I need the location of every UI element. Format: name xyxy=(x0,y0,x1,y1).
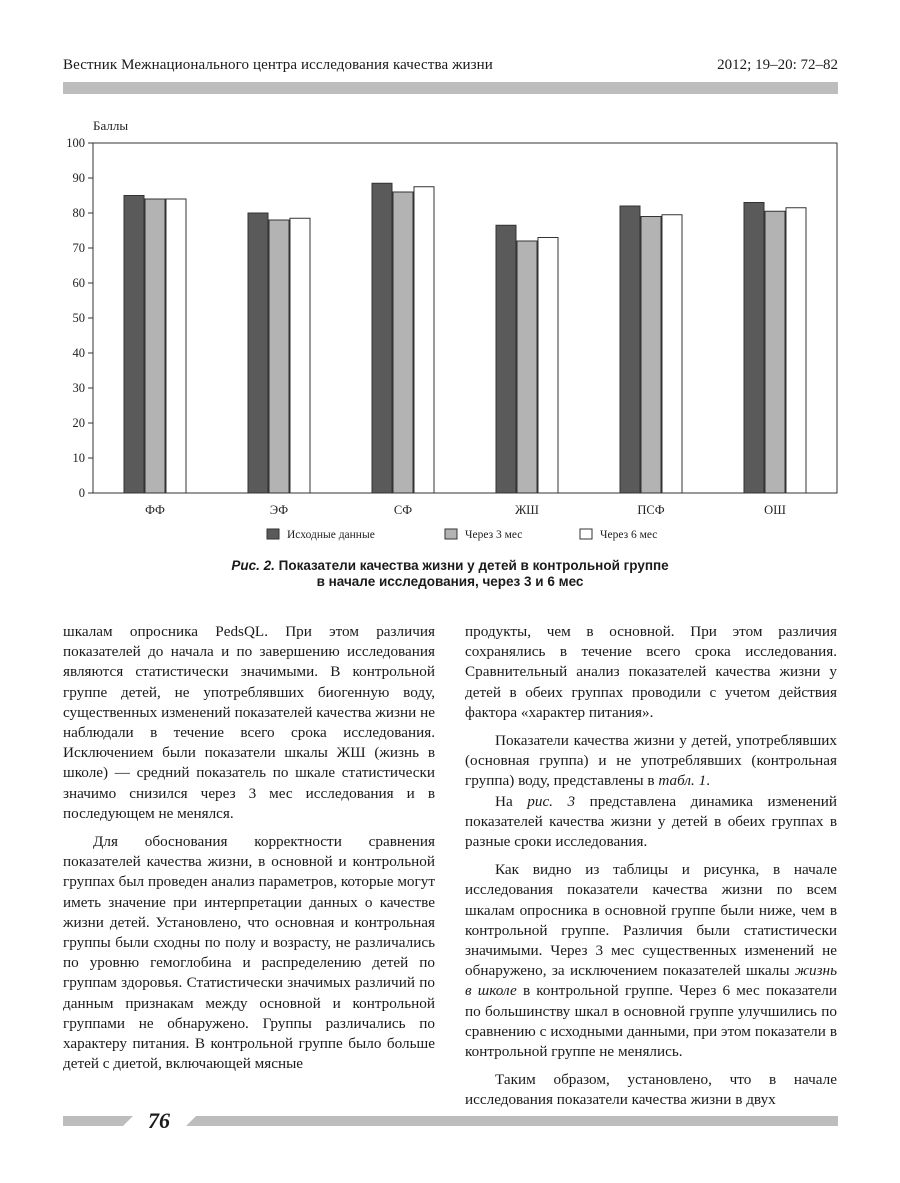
y-tick-label: 100 xyxy=(66,136,85,150)
bar-chart xyxy=(55,118,855,558)
paragraph-text: Как видно из таблицы и рисунка, в начале исследования показатели качества жизни по всем шкалам опросника в основной группе были ниже, чем в контрольной группе. Различия были статистически значимыми. Через 3 мес существенных изменений не обнаружено, за исключением показателей шкалы xyxy=(465,861,837,980)
y-tick-label: 20 xyxy=(72,416,85,430)
bar xyxy=(496,225,516,493)
paragraph-text: . xyxy=(706,772,710,790)
y-tick-label: 50 xyxy=(72,311,85,325)
figure-label: Рис. 2. xyxy=(231,558,275,573)
paragraph xyxy=(465,860,837,1062)
bar xyxy=(124,196,144,494)
footer-rule-right xyxy=(196,1116,838,1126)
x-tick-label: ЖШ xyxy=(515,503,539,517)
bar xyxy=(290,218,310,493)
figure-caption xyxy=(100,558,800,590)
right-column xyxy=(465,622,837,1111)
y-tick-label: 60 xyxy=(72,276,85,290)
running-header xyxy=(63,57,838,79)
y-tick-label: 30 xyxy=(72,381,85,395)
paragraph-text: На xyxy=(495,792,513,810)
bar xyxy=(269,220,289,493)
legend-swatch xyxy=(267,529,279,539)
paragraph-text: в контрольной группе. Через 6 мес показатели по большинству шкал в основной группе улучшились по сравнению с исходными данными, при этом показатели в контрольной группе не менялись. xyxy=(465,982,837,1061)
caption-line-1: Показатели качества жизни у детей в контрольной группе xyxy=(278,558,669,573)
figure-reference: рис. 3 xyxy=(527,792,576,810)
left-column xyxy=(63,622,435,1074)
x-tick-label: ФФ xyxy=(145,503,165,517)
footer-rule-left xyxy=(63,1116,123,1126)
y-tick-label: 70 xyxy=(72,241,85,255)
y-tick-label: 90 xyxy=(72,171,85,185)
paragraph-text: представлена динамика изменений показателей качества жизни у детей в обеих группах в разные сроки исследования. xyxy=(465,792,838,851)
journal-title: Вестник Межнационального центра исследования качества жизни xyxy=(63,57,493,73)
bar xyxy=(414,187,434,493)
legend-label: Через 6 мес xyxy=(600,529,658,541)
x-tick-label: СФ xyxy=(393,503,413,517)
x-tick-label: ПСФ xyxy=(637,503,665,517)
caption-line-2: в начале исследования, через 3 и 6 мес xyxy=(316,574,584,589)
bar xyxy=(248,213,268,493)
issue-reference: 2012; 19–20: 72–82 xyxy=(717,57,838,73)
bar xyxy=(744,203,764,494)
bar xyxy=(517,241,537,493)
paragraph: шкалам опросника PedsQL. При этом различия показателей до начала и по завершению исследования являются статистически значимыми. В контрольной группе детей, не употреблявших биогенную воду, существенных изменений показателей качества жизни не наблюдали в течение всего срока исследования. Исключением были показатели шкалы ЖШ (жизнь в школе) — средний показатель по шкале статистически значимо снизился через 3 мес исследования и в последующем не менялся. xyxy=(63,623,435,822)
bar xyxy=(145,199,165,493)
bar xyxy=(166,199,186,493)
paragraph xyxy=(465,731,837,792)
bar xyxy=(786,208,806,493)
bar xyxy=(765,211,785,493)
y-tick-label: 0 xyxy=(78,486,85,500)
bar xyxy=(538,238,558,494)
y-tick-label: 10 xyxy=(72,451,85,465)
legend-swatch xyxy=(580,529,592,539)
bar xyxy=(620,206,640,493)
paragraph: Для обоснования корректности сравнения показателей качества жизни, в основной и контрольной группах был проведен анализ параметров, которые могут иметь значение при интерпретации данных о качестве жизни детей. Установлено, что основная и контрольная группы были сходны по полу и возрасту, не различались по уровню гемоглобина и распределению детей по группам здоровья. Статистически значимых различий по данным признакам между основной и контрольной группами не обнаружено. Группы различались по характеру питания. В контрольной группе было больше детей с диетой, включающей мясные xyxy=(63,833,435,1073)
paragraph-text: Показатели качества жизни у детей, употреблявших (основная группа) и не употреблявших (контрольная группа) воду, представлены в xyxy=(465,732,837,790)
header-rule xyxy=(63,82,838,94)
bar xyxy=(641,217,661,494)
y-axis-label: Баллы xyxy=(93,118,129,133)
plot-frame xyxy=(93,143,837,493)
bar xyxy=(372,183,392,493)
legend-swatch xyxy=(445,529,457,539)
emphasis: жизнь в школе xyxy=(465,962,837,1000)
figure-2-chart xyxy=(55,118,855,558)
bar xyxy=(662,215,682,493)
paragraph xyxy=(465,792,837,853)
legend-label: Через 3 мес xyxy=(465,529,523,541)
page-number: 76 xyxy=(148,1108,170,1133)
legend-label: Исходные данные xyxy=(287,529,375,541)
paragraph: продукты, чем в основной. При этом различия сохранялись в течение всего срока исследования. Сравнительный анализ показателей качества жизни у детей в обеих группах проводили с учетом действия фактора «характер питания». xyxy=(465,623,837,721)
x-tick-label: ОШ xyxy=(764,503,786,517)
x-tick-label: ЭФ xyxy=(269,503,289,517)
y-tick-label: 80 xyxy=(72,206,85,220)
bar xyxy=(393,192,413,493)
y-tick-label: 40 xyxy=(72,346,85,360)
paragraph: Таким образом, установлено, что в начале исследования показатели качества жизни в двух xyxy=(465,1071,837,1109)
table-reference: табл. 1 xyxy=(658,772,707,790)
